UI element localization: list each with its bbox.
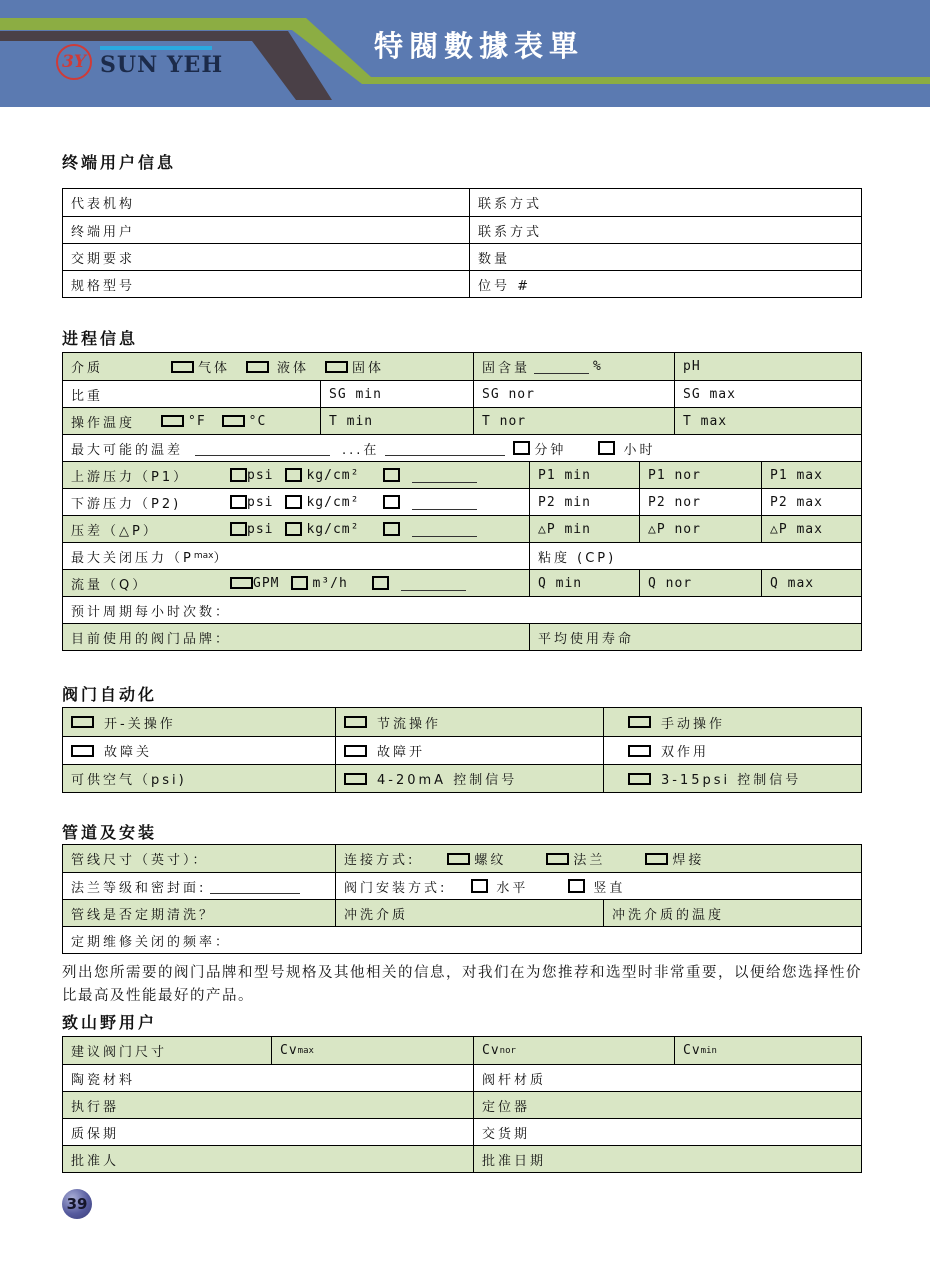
field-label: △P min bbox=[538, 521, 591, 537]
p2-max-cell bbox=[761, 489, 861, 515]
downstream-pressure-row bbox=[63, 488, 861, 515]
p2-min-cell bbox=[529, 489, 639, 515]
throttle-cell bbox=[335, 708, 603, 736]
field-label: SG min bbox=[329, 386, 382, 402]
table-row bbox=[63, 872, 861, 899]
signal-420-cell bbox=[335, 765, 603, 792]
field-label-cell bbox=[469, 189, 861, 216]
field-label: 管线是否定期清洗？ bbox=[71, 907, 216, 923]
table-row bbox=[63, 899, 861, 926]
field-label: 交货期 bbox=[482, 1126, 531, 1142]
field-label: 平均使用寿命 bbox=[538, 631, 635, 647]
field-label: Cv bbox=[482, 1043, 500, 1058]
fail-open-checkbox[interactable] bbox=[344, 745, 367, 757]
fill-in-line[interactable] bbox=[210, 879, 300, 894]
mounting-cell bbox=[335, 873, 861, 899]
field-label: P2 nor bbox=[648, 494, 701, 510]
field-label: 最大可能的温差 bbox=[71, 442, 184, 458]
field-label-cell bbox=[63, 1092, 473, 1118]
logo-overline bbox=[100, 46, 212, 50]
unit-label: psi bbox=[247, 521, 274, 537]
onoff-checkbox[interactable] bbox=[71, 716, 94, 728]
piping-table bbox=[62, 844, 862, 954]
unit-label: kg/cm² bbox=[306, 521, 360, 537]
shutoff-pressure-row bbox=[63, 542, 861, 569]
psi-checkbox[interactable] bbox=[230, 522, 247, 536]
checkbox-label: 双作用 bbox=[661, 745, 710, 760]
field-label-cell bbox=[469, 217, 861, 243]
cycles-row bbox=[63, 596, 861, 623]
field-label: SG nor bbox=[482, 386, 535, 402]
cv-min-cell bbox=[674, 1037, 861, 1064]
field-label: T nor bbox=[482, 413, 527, 429]
field-label: 批准日期 bbox=[482, 1153, 547, 1169]
q-nor-cell bbox=[639, 570, 761, 596]
section-title-process: 进程信息 bbox=[62, 329, 139, 348]
cycles-cell bbox=[63, 597, 861, 623]
field-label-cell bbox=[473, 1119, 861, 1145]
checkbox-label: 4-20mA 控制信号 bbox=[377, 773, 518, 788]
fill-in-line[interactable] bbox=[385, 441, 505, 456]
field-label: 冲洗介质 bbox=[344, 907, 409, 923]
table-row bbox=[63, 764, 861, 792]
fail-close-checkbox[interactable] bbox=[71, 745, 94, 757]
field-label-cell bbox=[473, 1146, 861, 1172]
q-max-cell bbox=[761, 570, 861, 596]
unit-label: kg/cm² bbox=[306, 467, 360, 483]
field-label: P2 min bbox=[538, 494, 591, 510]
throttle-checkbox[interactable] bbox=[344, 716, 367, 728]
media-cell bbox=[63, 353, 473, 380]
air-supply-cell bbox=[63, 765, 335, 792]
checkbox-label: 故障关 bbox=[104, 745, 153, 760]
subscript-label: max bbox=[297, 1045, 314, 1056]
connection-cell bbox=[335, 845, 861, 872]
liquid-checkbox[interactable] bbox=[246, 361, 269, 373]
unit-label: °C bbox=[248, 413, 267, 429]
field-label: 下游压力（P2) bbox=[71, 496, 182, 512]
media-row bbox=[63, 353, 861, 380]
checkbox-label: 固体 bbox=[352, 361, 385, 376]
kgcm2-checkbox[interactable] bbox=[285, 468, 302, 482]
psi-checkbox[interactable] bbox=[230, 468, 247, 482]
field-label: Cv bbox=[683, 1043, 701, 1058]
unit-label: % bbox=[593, 359, 602, 374]
ph-cell bbox=[674, 353, 861, 380]
field-label: 法兰等级和密封面: bbox=[71, 880, 207, 896]
hours-checkbox[interactable] bbox=[598, 441, 615, 455]
unit-label: psi bbox=[247, 467, 274, 483]
upstream-pressure-cell bbox=[63, 462, 529, 488]
dp-nor-cell bbox=[639, 516, 761, 542]
unit-label: °F bbox=[188, 413, 206, 429]
checkbox-label: 竖直 bbox=[593, 880, 626, 896]
flush-temp-cell bbox=[603, 900, 861, 926]
page-number-badge bbox=[62, 1189, 92, 1219]
maintenance-frequency-cell bbox=[63, 927, 861, 953]
subscript-label: max bbox=[193, 551, 214, 561]
unit-label: kg/cm² bbox=[306, 494, 360, 510]
manual-checkbox[interactable] bbox=[628, 716, 651, 728]
checkbox-label: 开-关操作 bbox=[104, 716, 176, 732]
field-label: Cv bbox=[280, 1043, 298, 1058]
field-label: 上游压力（P1） bbox=[71, 469, 190, 485]
onoff-cell bbox=[63, 708, 335, 736]
page-number: 39 bbox=[66, 1195, 88, 1213]
table-row bbox=[63, 1091, 861, 1118]
table-row bbox=[63, 1037, 861, 1064]
dp-max-cell bbox=[761, 516, 861, 542]
field-label: T min bbox=[329, 413, 374, 429]
field-label: 压差（△P） bbox=[71, 523, 159, 539]
field-label-cell bbox=[473, 1092, 861, 1118]
field-label: 交期要求 bbox=[71, 251, 136, 267]
logo-badge-text: 3Y bbox=[62, 52, 86, 72]
checkbox-label: 法兰 bbox=[573, 853, 606, 868]
field-label: 可供空气（psi) bbox=[71, 773, 187, 788]
field-label: SG max bbox=[683, 386, 736, 402]
manual-cell bbox=[603, 708, 861, 736]
section-title-piping: 管道及安装 bbox=[62, 823, 158, 842]
periodic-clean-cell bbox=[63, 900, 335, 926]
field-label: 管线尺寸（英寸）： bbox=[71, 853, 209, 868]
table-row bbox=[63, 736, 861, 764]
field-label: Q max bbox=[770, 575, 815, 591]
field-label: △P max bbox=[770, 521, 823, 537]
flush-media-cell bbox=[335, 900, 603, 926]
logo-wordmark bbox=[100, 46, 223, 78]
field-label-cell bbox=[469, 244, 861, 270]
field-label: 联系方式 bbox=[478, 224, 543, 240]
sg-nor-cell bbox=[473, 381, 674, 407]
flow-rate-cell bbox=[63, 570, 529, 596]
field-label: P2 max bbox=[770, 494, 823, 510]
automation-table bbox=[62, 707, 862, 793]
subscript-label: nor bbox=[499, 1045, 516, 1056]
field-label: 介质 bbox=[71, 361, 104, 376]
table-row bbox=[63, 189, 861, 216]
flange-rating-cell bbox=[63, 873, 335, 899]
end-user-table bbox=[62, 188, 862, 298]
flow-rate-row bbox=[63, 569, 861, 596]
field-label: 连接方式: bbox=[344, 853, 416, 868]
field-label: P1 min bbox=[538, 467, 591, 483]
field-label: 冲洗介质的温度 bbox=[612, 907, 725, 923]
unit-label: GPM bbox=[253, 575, 280, 591]
field-label: 定期维修关闭的频率： bbox=[71, 934, 232, 950]
fill-in-line[interactable] bbox=[412, 495, 477, 510]
other-unit-checkbox[interactable] bbox=[383, 522, 400, 536]
field-label: ） bbox=[213, 550, 230, 566]
brand-cell bbox=[63, 624, 529, 650]
field-label: ...在 bbox=[342, 442, 380, 458]
sunyeh-table bbox=[62, 1036, 862, 1173]
fill-in-line[interactable] bbox=[195, 441, 330, 456]
signal-315-checkbox[interactable] bbox=[628, 773, 651, 785]
checkbox-label: 3-15psi 控制信号 bbox=[661, 773, 802, 788]
operating-temperature-row bbox=[63, 407, 861, 434]
unit-label: psi bbox=[247, 494, 274, 510]
fill-in-line[interactable] bbox=[534, 359, 589, 374]
field-label: 预计周期每小时次数： bbox=[71, 604, 232, 620]
table-row bbox=[63, 1118, 861, 1145]
table-row bbox=[63, 1145, 861, 1172]
checkbox-label: 分钟 bbox=[534, 442, 567, 458]
kgcm2-checkbox[interactable] bbox=[285, 522, 302, 536]
field-label: 粘度 (CP) bbox=[538, 550, 617, 566]
field-label: Q min bbox=[538, 575, 583, 591]
logo-3y-badge bbox=[56, 44, 92, 80]
field-label: 最大关闭压力（P bbox=[71, 550, 194, 566]
viscosity-cell bbox=[529, 543, 861, 569]
p1-max-cell bbox=[761, 462, 861, 488]
t-max-cell bbox=[674, 408, 861, 434]
p2-nor-cell bbox=[639, 489, 761, 515]
temperature-differential-row bbox=[63, 434, 861, 461]
checkbox-label: 液体 bbox=[277, 361, 310, 376]
table-row bbox=[63, 708, 861, 736]
fail-open-cell bbox=[335, 737, 603, 764]
table-row bbox=[63, 845, 861, 872]
field-label: T max bbox=[683, 413, 728, 429]
field-label: P1 max bbox=[770, 467, 823, 483]
q-min-cell bbox=[529, 570, 639, 596]
sg-max-cell bbox=[674, 381, 861, 407]
gpm-checkbox[interactable] bbox=[230, 577, 253, 589]
field-label: 终端用户 bbox=[71, 224, 136, 240]
table-row bbox=[63, 926, 861, 953]
double-acting-cell bbox=[603, 737, 861, 764]
field-label: 目前使用的阀门品牌： bbox=[71, 631, 232, 647]
p1-min-cell bbox=[529, 462, 639, 488]
dp-min-cell bbox=[529, 516, 639, 542]
specific-gravity-row bbox=[63, 380, 861, 407]
flanged-checkbox[interactable] bbox=[546, 853, 569, 865]
horizontal-checkbox[interactable] bbox=[471, 879, 488, 893]
welded-checkbox[interactable] bbox=[645, 853, 668, 865]
current-brand-row bbox=[63, 623, 861, 650]
fill-in-line[interactable] bbox=[401, 576, 466, 591]
field-label-cell bbox=[469, 271, 861, 297]
sunyeh-logo bbox=[56, 44, 223, 80]
page-title: 特閥數據表單 bbox=[374, 29, 585, 63]
cv-nor-cell bbox=[473, 1037, 674, 1064]
unit-label: m³/h bbox=[312, 575, 348, 591]
m3h-checkbox[interactable] bbox=[291, 576, 308, 590]
process-table bbox=[62, 352, 862, 651]
checkbox-label: 节流操作 bbox=[377, 716, 442, 732]
vertical-checkbox[interactable] bbox=[568, 879, 585, 893]
subscript-label: min bbox=[700, 1045, 717, 1056]
field-label-cell bbox=[63, 1146, 473, 1172]
table-row bbox=[63, 216, 861, 243]
field-label: 固含量 bbox=[482, 361, 531, 376]
psi-checkbox[interactable] bbox=[230, 495, 247, 509]
field-label: 批准人 bbox=[71, 1153, 120, 1169]
field-label: 位号 # bbox=[478, 278, 532, 294]
shutoff-pressure-cell bbox=[63, 543, 529, 569]
field-label-cell bbox=[63, 1119, 473, 1145]
field-label: 规格型号 bbox=[71, 278, 136, 294]
logo-name: SUN YEH bbox=[100, 52, 224, 78]
other-unit-checkbox[interactable] bbox=[383, 468, 400, 482]
celsius-checkbox[interactable] bbox=[222, 415, 245, 427]
field-label: 执行器 bbox=[71, 1099, 120, 1115]
field-label-cell bbox=[473, 1065, 861, 1091]
table-row bbox=[63, 243, 861, 270]
field-label-cell bbox=[63, 1065, 473, 1091]
threaded-checkbox[interactable] bbox=[447, 853, 470, 865]
checkbox-label: 气体 bbox=[198, 361, 231, 376]
differential-pressure-row bbox=[63, 515, 861, 542]
field-label: 比重 bbox=[71, 388, 104, 404]
signal-420-checkbox[interactable] bbox=[344, 773, 367, 785]
temperature-differential-cell bbox=[63, 435, 861, 461]
checkbox-label: 小时 bbox=[623, 442, 656, 458]
field-label-cell bbox=[63, 189, 469, 216]
checkbox-label: 螺纹 bbox=[474, 853, 507, 868]
field-label: 联系方式 bbox=[478, 197, 543, 212]
fail-close-cell bbox=[63, 737, 335, 764]
field-label: 陶瓷材料 bbox=[71, 1072, 136, 1088]
upstream-pressure-row bbox=[63, 461, 861, 488]
double-acting-checkbox[interactable] bbox=[628, 745, 651, 757]
field-label: 阀门安装方式: bbox=[344, 880, 448, 896]
field-label: 操作温度 bbox=[71, 415, 136, 431]
fill-in-line[interactable] bbox=[412, 522, 477, 537]
t-min-cell bbox=[320, 408, 473, 434]
page-header bbox=[0, 0, 930, 107]
field-label-cell bbox=[63, 217, 469, 243]
minutes-checkbox[interactable] bbox=[513, 441, 530, 455]
sg-min-cell bbox=[320, 381, 473, 407]
checkbox-label: 故障开 bbox=[377, 745, 426, 760]
solids-content-cell bbox=[473, 353, 674, 380]
section-title-automation: 阀门自动化 bbox=[62, 685, 158, 704]
other-unit-checkbox[interactable] bbox=[372, 576, 389, 590]
field-label: Q nor bbox=[648, 575, 693, 591]
table-row bbox=[63, 1064, 861, 1091]
cv-max-cell bbox=[271, 1037, 473, 1064]
field-label: 流量（Q） bbox=[71, 577, 149, 593]
other-unit-checkbox[interactable] bbox=[383, 495, 400, 509]
checkbox-label: 手动操作 bbox=[661, 716, 726, 732]
field-label: 阀杆材质 bbox=[482, 1072, 547, 1088]
section-title-end-user: 终端用户信息 bbox=[62, 153, 177, 172]
t-nor-cell bbox=[473, 408, 674, 434]
differential-pressure-cell bbox=[63, 516, 529, 542]
field-label: △P nor bbox=[648, 521, 701, 537]
field-label-cell bbox=[63, 381, 320, 407]
kgcm2-checkbox[interactable] bbox=[285, 495, 302, 509]
service-life-cell bbox=[529, 624, 861, 650]
advisory-note: 列出您所需要的阀门品牌和型号规格及其他相关的信息，对我们在为您推荐和选型时非常重要，以便给您选择性价比最高及性能最好的产品。 bbox=[62, 965, 862, 1004]
field-label: 定位器 bbox=[482, 1099, 531, 1115]
downstream-pressure-cell bbox=[63, 489, 529, 515]
field-label: 质保期 bbox=[71, 1126, 120, 1142]
suggested-size-cell bbox=[63, 1037, 271, 1064]
checkbox-label: 水平 bbox=[496, 880, 529, 896]
section-title-sunyeh: 致山野用户 bbox=[62, 1013, 158, 1032]
temperature-cell bbox=[63, 408, 320, 434]
table-row bbox=[63, 270, 861, 297]
field-label: P1 nor bbox=[648, 467, 701, 483]
field-label: 建议阀门尺寸 bbox=[71, 1045, 168, 1060]
field-label: 代表机构 bbox=[71, 197, 136, 212]
field-label-cell bbox=[63, 244, 469, 270]
signal-315-cell bbox=[603, 765, 861, 792]
gas-checkbox[interactable] bbox=[171, 361, 194, 373]
field-label: pH bbox=[683, 359, 701, 374]
solid-checkbox[interactable] bbox=[325, 361, 348, 373]
field-label-cell bbox=[63, 271, 469, 297]
fahrenheit-checkbox[interactable] bbox=[161, 415, 184, 427]
line-size-cell bbox=[63, 845, 335, 872]
field-label: 数量 bbox=[478, 251, 511, 267]
checkbox-label: 焊接 bbox=[672, 853, 705, 868]
fill-in-line[interactable] bbox=[412, 468, 477, 483]
p1-nor-cell bbox=[639, 462, 761, 488]
